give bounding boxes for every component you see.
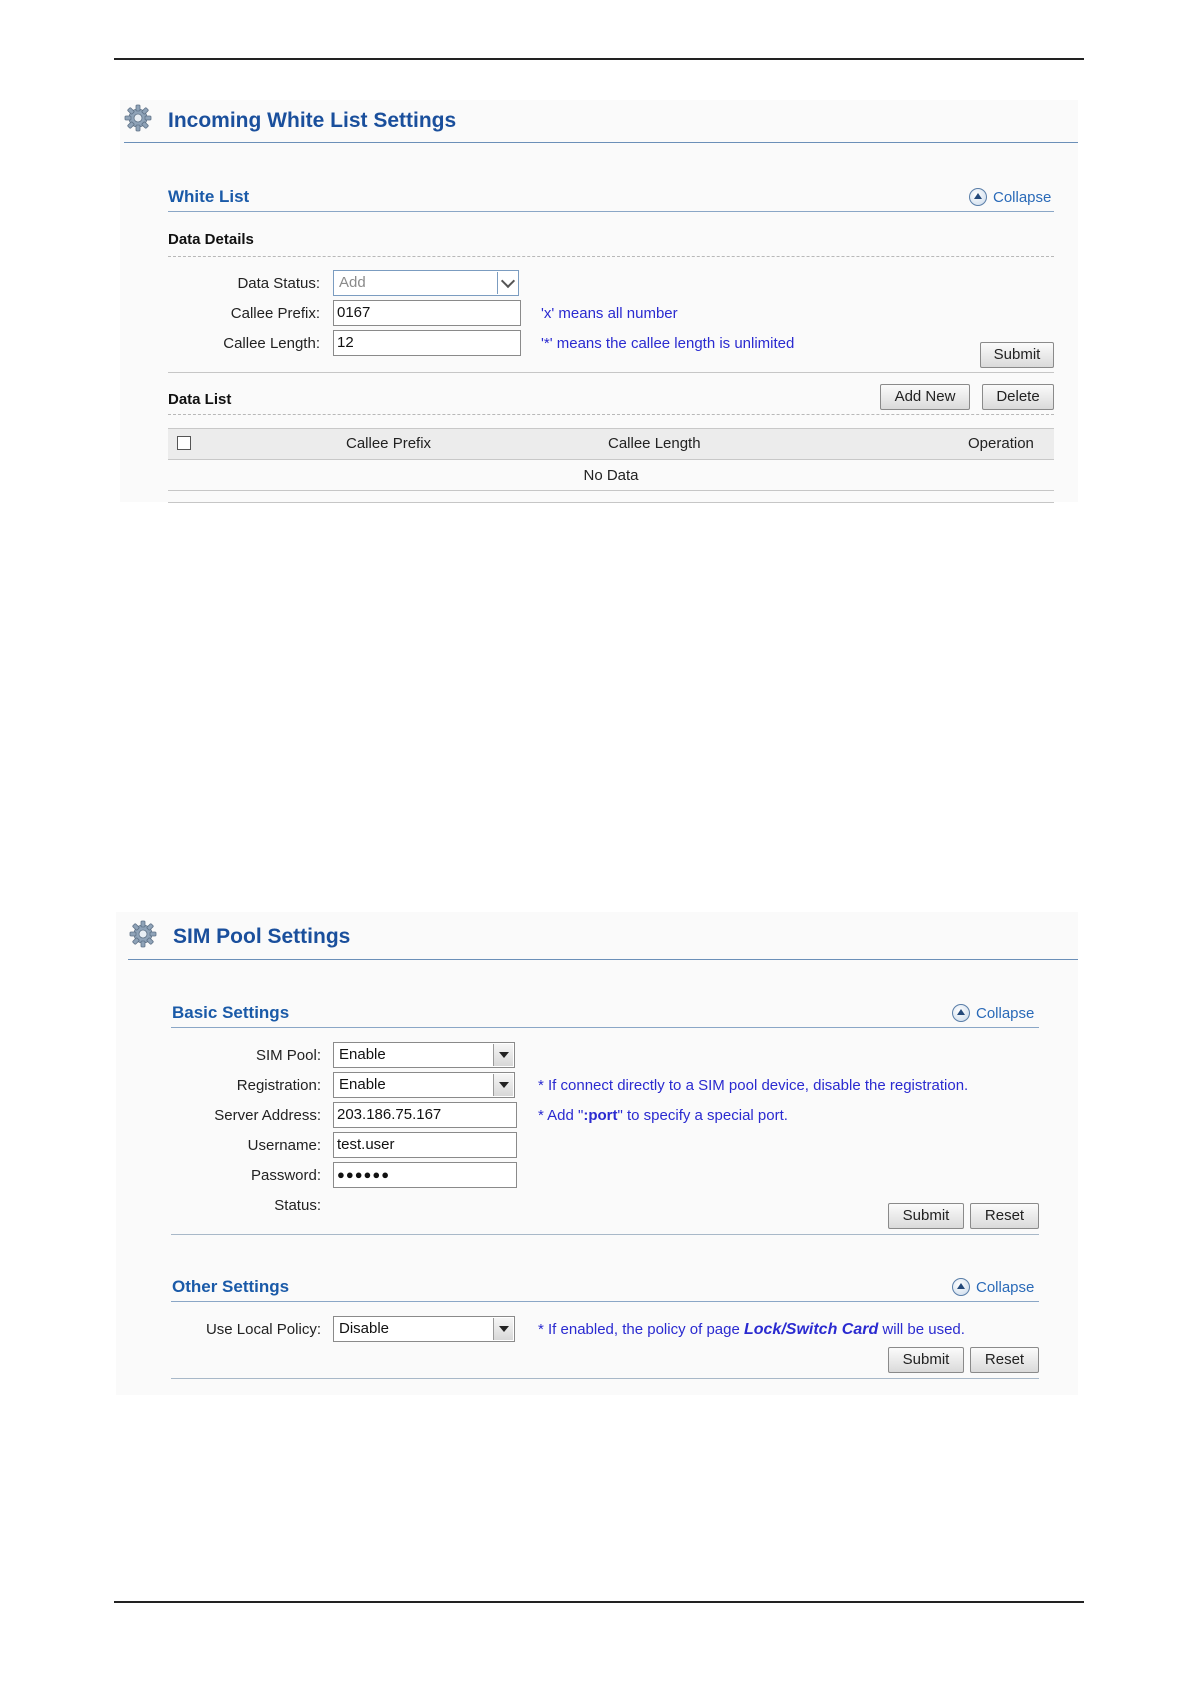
title-underline [128,959,1078,960]
table-footer-line [168,502,1054,503]
other-settings-bottom-line [171,1378,1039,1379]
basic-settings-collapse-button[interactable] [952,1004,1034,1022]
lock-switch-card-link[interactable]: Lock/Switch Card [743,1321,879,1338]
collapse-icon [952,1004,970,1022]
other-settings-section-title: Other Settings [172,1277,290,1296]
callee-prefix-input[interactable]: 0167 [333,300,521,326]
dashed-divider [168,256,1054,257]
basic-settings-bottom-line [171,1234,1039,1235]
username-label: Username: [247,1137,321,1154]
sim-pool-label: SIM Pool: [255,1047,321,1064]
data-status-select[interactable]: Add [333,270,519,296]
dropdown-arrow-icon [493,1318,513,1340]
submit-button[interactable]: Submit [888,1203,964,1229]
collapse-label: Collapse [993,188,1052,206]
page-top-rule [114,58,1084,60]
use-local-policy-label: Use Local Policy: [205,1321,321,1338]
page-title: Incoming White List Settings [168,109,457,132]
other-settings-collapse-button[interactable] [952,1278,1034,1296]
column-header-operation: Operation [968,435,1034,452]
collapse-label: Collapse [976,1004,1035,1022]
data-status-label: Data Status: [237,275,320,292]
section-underline [171,1301,1039,1302]
collapse-icon [969,188,987,206]
basic-settings-section-title: Basic Settings [172,1003,290,1022]
dropdown-arrow-icon [493,1044,513,1066]
registration-hint: * If connect directly to a SIM pool device, disable the registration. [538,1077,969,1094]
callee-prefix-hint: 'x' means all number [541,305,678,322]
reset-button[interactable]: Reset [970,1347,1039,1373]
page-bottom-rule [114,1601,1084,1603]
reset-button[interactable]: Reset [970,1203,1039,1229]
empty-table-message: No Data [583,467,639,484]
dropdown-arrow-icon [493,1074,513,1096]
white-list-section-title: White List [168,187,250,206]
dropdown-arrow-icon [497,272,517,294]
section-underline [168,211,1054,212]
password-label: Password: [250,1167,321,1184]
column-header-callee-prefix: Callee Prefix [346,435,432,452]
add-new-button[interactable]: Add New [880,384,970,410]
table-bottom-line [168,490,1054,491]
status-label: Status: [274,1197,321,1214]
callee-length-hint: '*' means the callee length is unlimited [541,335,795,352]
delete-button[interactable]: Delete [982,384,1054,410]
data-list-title: Data List [168,391,232,408]
page-title: SIM Pool Settings [173,925,351,948]
submit-button[interactable]: Submit [888,1347,964,1373]
white-list-collapse-button[interactable] [969,188,1051,206]
server-address-hint: * Add ":port" to specify a special port. [538,1107,788,1124]
server-address-label: Server Address: [214,1107,321,1124]
password-input[interactable]: ●●●●●● [333,1162,517,1188]
collapse-label: Collapse [976,1278,1035,1296]
sim-pool-select[interactable]: Enable [333,1042,515,1068]
callee-length-input[interactable]: 12 [333,330,521,356]
gear-icon [124,104,152,132]
use-local-policy-hint: * If enabled, the policy of page Lock/Switch Card will be used. [538,1321,965,1338]
data-details-title: Data Details [168,231,254,248]
gear-icon [129,920,157,948]
submit-button[interactable]: Submit [980,342,1054,368]
registration-select[interactable]: Enable [333,1072,515,1098]
collapse-icon [952,1278,970,1296]
section-underline [171,1027,1039,1028]
column-header-callee-length: Callee Length [608,435,701,452]
callee-length-label: Callee Length: [223,335,320,352]
title-underline [124,142,1078,143]
use-local-policy-select[interactable]: Disable [333,1316,515,1342]
callee-prefix-label: Callee Prefix: [230,305,320,322]
username-input[interactable]: test.user [333,1132,517,1158]
server-address-input[interactable]: 203.186.75.167 [333,1102,517,1128]
details-divider [168,372,1054,373]
select-all-checkbox[interactable] [177,436,191,450]
dashed-divider [168,414,1054,415]
registration-label: Registration: [236,1077,321,1094]
